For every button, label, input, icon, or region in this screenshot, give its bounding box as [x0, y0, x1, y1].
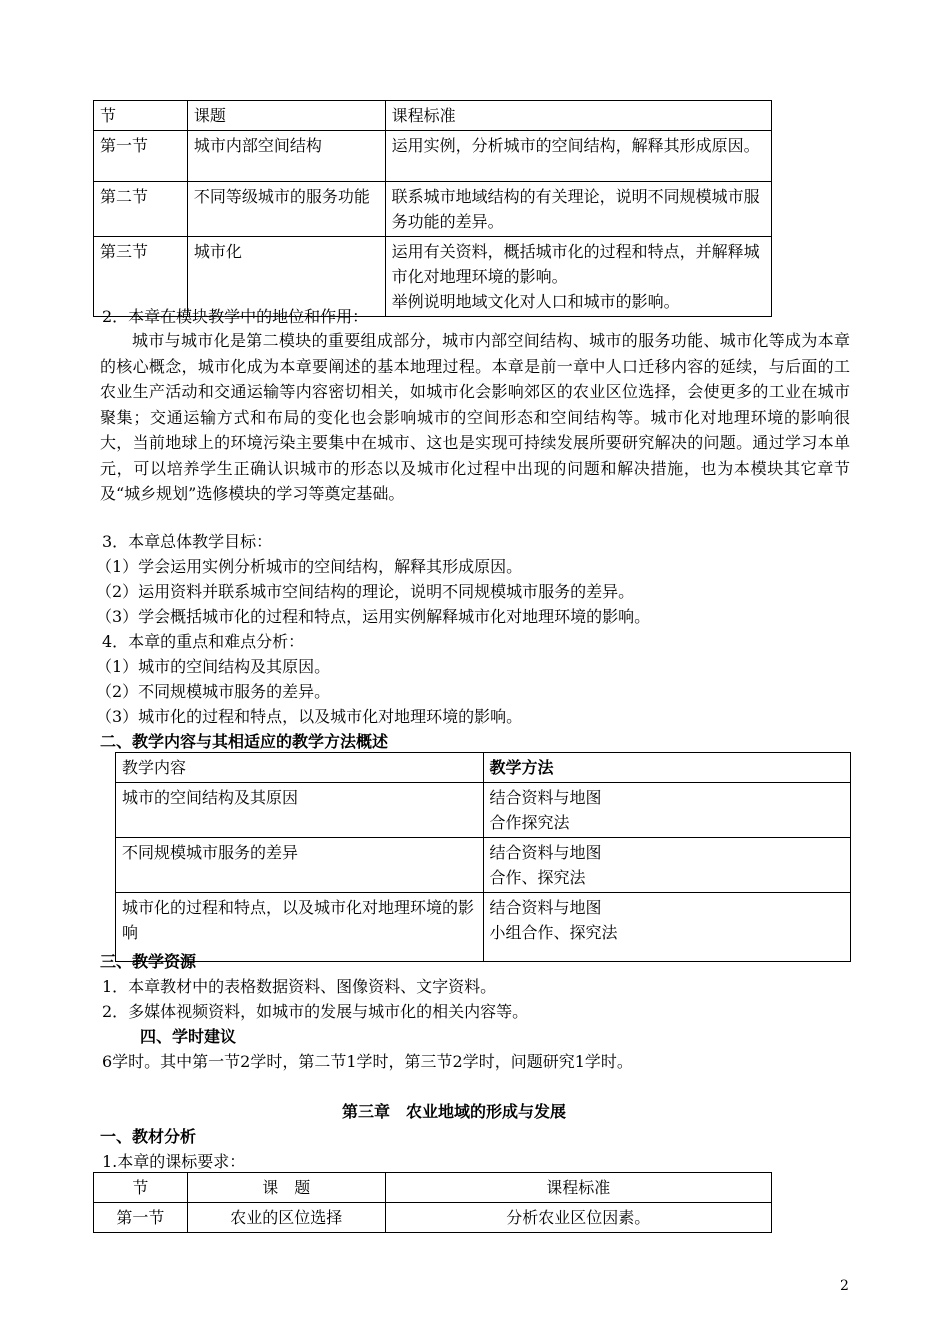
- section-heading: 2．本章在模块教学中的地位和作用：: [102, 307, 369, 326]
- list-item: （2）运用资料并联系城市空间结构的理论，说明不同规模城市服务的差异。: [96, 582, 635, 601]
- table-cell: 第一节: [94, 131, 188, 182]
- table-cell: 第一节: [94, 1203, 188, 1233]
- table-row: [116, 893, 851, 962]
- table-cell: 不同规模城市服务的差异: [116, 838, 484, 893]
- table-cell: 联系城市地域结构的有关理论，说明不同规模城市服务功能的差异。: [385, 182, 771, 237]
- table-header-cell: 教学内容: [116, 753, 484, 783]
- list-item: （2）不同规模城市服务的差异。: [96, 682, 331, 701]
- table-header-cell: 课程标准: [385, 1173, 771, 1203]
- table-header-cell: 节: [94, 1173, 188, 1203]
- section-heading: 3．本章总体教学目标：: [102, 532, 273, 551]
- list-item: （3）城市化的过程和特点，以及城市化对地理环境的影响。: [96, 707, 523, 726]
- table-row: [94, 1203, 772, 1233]
- part-heading: 一、教材分析: [100, 1127, 197, 1146]
- list-item: 2．多媒体视频资料，如城市的发展与城市化的相关内容等。: [102, 1002, 529, 1021]
- body-text: 6学时。其中第一节2学时，第二节1学时，第三节2学时，问题研究1学时。: [102, 1052, 633, 1071]
- list-item: （1）学会运用实例分析城市的空间结构，解释其形成原因。: [96, 557, 523, 576]
- section-heading: 4．本章的重点和难点分析：: [102, 632, 305, 651]
- part-heading: 二、教学内容与其相适应的教学方法概述: [100, 732, 389, 751]
- table-header-row: [94, 101, 772, 131]
- table-row: [116, 838, 851, 893]
- table-cell: 结合资料与地图 小组合作、探究法: [483, 893, 851, 962]
- curriculum-table-chapter2: [93, 100, 772, 317]
- part-heading: 四、学时建议: [140, 1027, 237, 1046]
- table-cell: 第三节: [94, 237, 188, 317]
- chapter-title: 第三章 农业地域的形成与发展: [342, 1102, 567, 1121]
- table-header-cell: 节: [94, 101, 188, 131]
- table-header-cell: 课 题: [187, 1173, 385, 1203]
- table-header-cell: 课题: [187, 101, 385, 131]
- part-heading: 三、教学资源: [100, 952, 197, 971]
- table-row: [94, 182, 772, 237]
- table-cell: 分析农业区位因素。: [385, 1203, 771, 1233]
- table-cell: 运用实例，分析城市的空间结构，解释其形成原因。: [385, 131, 771, 182]
- table-header-cell: 课程标准: [385, 101, 771, 131]
- table-row: [94, 131, 772, 182]
- table-header-row: [116, 753, 851, 783]
- curriculum-table-chapter3: [93, 1172, 772, 1233]
- table-cell: 城市化: [187, 237, 385, 317]
- list-item: （3）学会概括城市化的过程和特点，运用实例解释城市化对地理环境的影响。: [96, 607, 651, 626]
- table-cell: 运用有关资料，概括城市化的过程和特点，并解释城市化对地理环境的影响。 举例说明地域文化对人口和城市的影响。: [385, 237, 771, 317]
- table-cell: 不同等级城市的服务功能: [187, 182, 385, 237]
- table-cell: 城市内部空间结构: [187, 131, 385, 182]
- page-number: 2: [840, 1278, 849, 1294]
- list-item: （1）城市的空间结构及其原因。: [96, 657, 331, 676]
- table-cell: 结合资料与地图 合作探究法: [483, 783, 851, 838]
- table-header-row: [94, 1173, 772, 1203]
- table-cell: 城市化的过程和特点，以及城市化对地理环境的影响: [116, 893, 484, 962]
- section-paragraph: 城市与城市化是第二模块的重要组成部分，城市内部空间结构、城市的服务功能、城市化等成为本章的核心概念，城市化成为本章要阐述的基本地理过程。本章是前一章中人口迁移内容的延续，与后面的工农业生产活动和交通运输等内容密切相关，如城市化会影响郊区的农业区位选择，会使更多的工业在城市聚集；交通运输方式和布局的变化也会影响城市的空间形态和空间结构等。城市化对地理环境的影响很大，当前地球上的环境污染主要集中在城市、这也是实现可持续发展所要研究解决的问题。通过学习本单元，可以培养学生正确认识城市的形态以及城市化过程中出现的问题和解决措施，也为本模块其它章节及“城乡规划”选修模块的学习等奠定基础。: [100, 331, 850, 503]
- table-row: [116, 783, 851, 838]
- table-cell: 城市的空间结构及其原因: [116, 783, 484, 838]
- teaching-method-table: [115, 752, 851, 962]
- table-header-cell: 教学方法: [483, 753, 851, 783]
- table-cell: 第二节: [94, 182, 188, 237]
- table-cell: 结合资料与地图 合作、探究法: [483, 838, 851, 893]
- section-heading: 1.本章的课标要求：: [102, 1152, 246, 1171]
- list-item: 1．本章教材中的表格数据资料、图像资料、文字资料。: [102, 977, 497, 996]
- table-cell: 农业的区位选择: [187, 1203, 385, 1233]
